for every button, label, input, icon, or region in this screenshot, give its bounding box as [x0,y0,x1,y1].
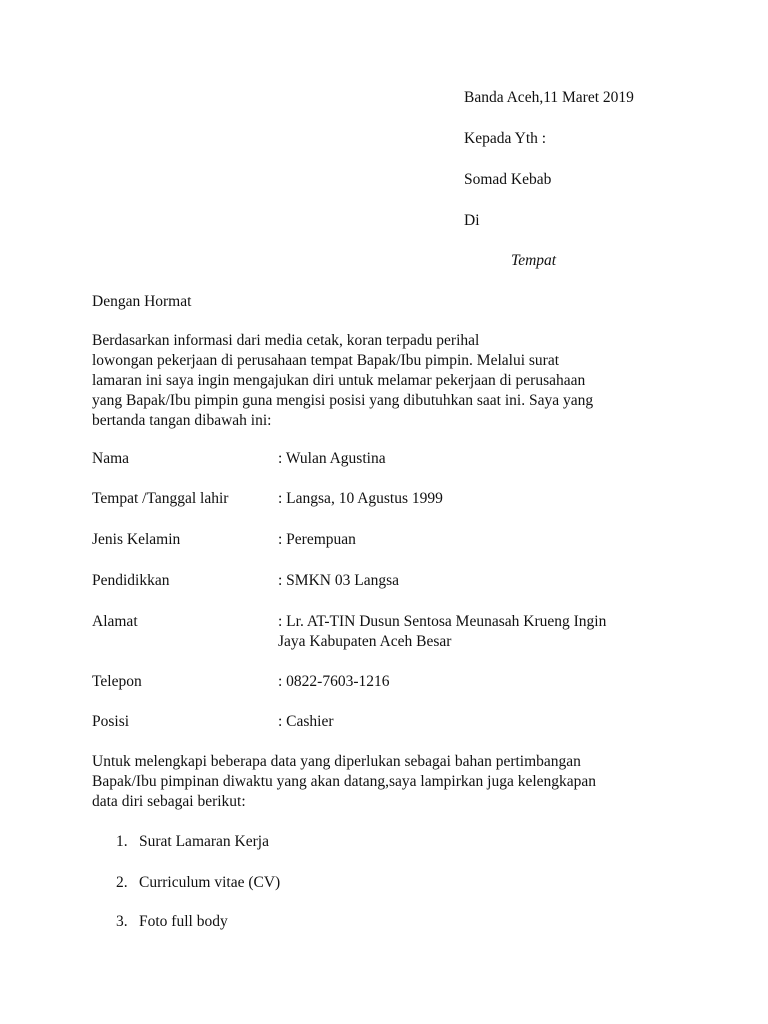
attachment-number: 2. [116,874,128,891]
field-label-alamat: Alamat [92,613,138,630]
field-value-jenis-kelamin: : Perempuan [278,531,356,548]
place-date: Banda Aceh,11 Maret 2019 [464,89,634,106]
to-label: Kepada Yth : [464,130,547,147]
attachment-item: Foto full body [139,913,228,930]
field-value-telepon: : 0822-7603-1216 [278,673,390,690]
field-label-nama: Nama [92,450,130,467]
field-label-pendidikan: Pendidikkan [92,572,170,589]
intro-line: bertanda tangan dibawah ini: [92,412,272,429]
field-value-alamat: : Lr. AT-TIN Dusun Sentosa Meunasah Krueng Ingin [278,613,607,630]
salutation: Dengan Hormat [92,293,192,310]
attachment-number: 3. [116,913,128,930]
field-value-ttl: : Langsa, 10 Agustus 1999 [278,490,443,507]
intro-paragraph [92,331,682,431]
intro-line: Berdasarkan informasi dari media cetak, koran terpadu perihal [92,332,480,349]
field-label-ttl: Tempat /Tanggal lahir [92,490,229,507]
attachment-item: Surat Lamaran Kerja [139,833,269,850]
field-value-alamat-line2: Jaya Kabupaten Aceh Besar [278,633,452,650]
intro-line: lowongan pekerjaan di perusahaan tempat Bapak/Ibu pimpin. Melalui surat [92,352,560,369]
closing-line: Bapak/Ibu pimpinan diwaktu yang akan datang,saya lampirkan juga kelengkapan [92,773,597,790]
field-value-nama: : Wulan Agustina [278,450,386,467]
recipient-name: Somad Kebab [464,171,552,188]
attachment-item: Curriculum vitae (CV) [139,874,281,891]
closing-paragraph [92,752,682,812]
intro-line: lamaran ini saya ingin mengajukan diri untuk melamar pekerjaan di perusahaan [92,372,586,389]
field-label-jenis-kelamin: Jenis Kelamin [92,531,181,548]
closing-line: Untuk melengkapi beberapa data yang diperlukan sebagai bahan pertimbangan [92,753,581,770]
field-value-posisi: : Cashier [278,713,334,730]
di-label: Di [464,212,480,229]
closing-line: data diri sebagai berikut: [92,793,246,810]
field-label-posisi: Posisi [92,713,130,730]
field-value-pendidikan: : SMKN 03 Langsa [278,572,399,589]
tempat-label: Tempat [511,252,557,269]
field-label-telepon: Telepon [92,673,142,690]
attachment-number: 1. [116,833,128,850]
intro-line: yang Bapak/Ibu pimpin guna mengisi posisi yang dibutuhkan saat ini. Saya yang [92,392,594,409]
